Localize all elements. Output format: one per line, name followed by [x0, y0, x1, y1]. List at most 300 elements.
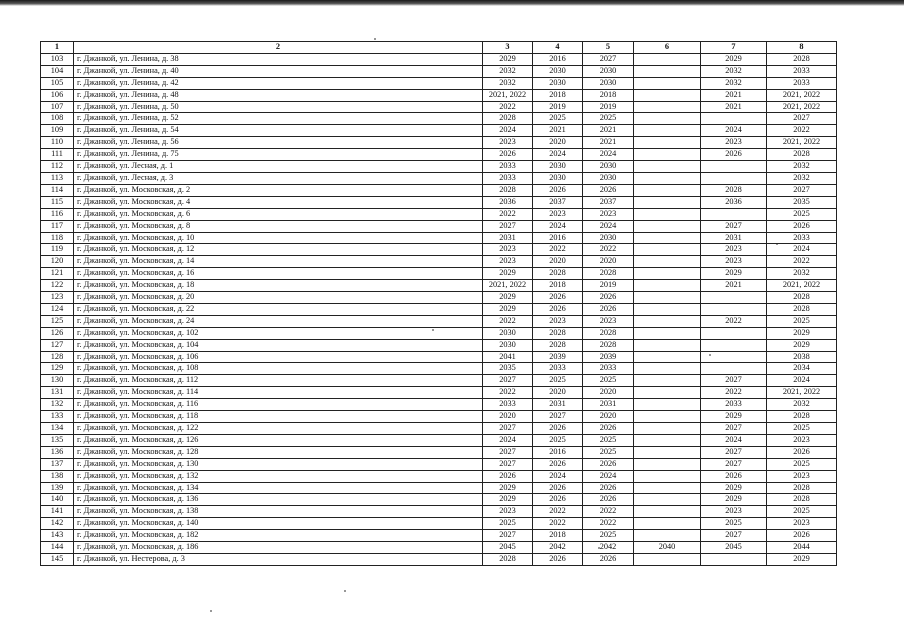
col5-cell: 2028 — [583, 268, 634, 280]
col5-cell: 2030 — [583, 77, 634, 89]
col3-cell: 2027 — [483, 530, 533, 542]
address-cell: г. Джанкой, ул. Ленина, д. 38 — [74, 53, 483, 65]
address-cell: г. Джанкой, ул. Ленина, д. 52 — [74, 113, 483, 125]
col3-cell: 2023 — [483, 256, 533, 268]
col8-cell: 2021, 2022 — [767, 280, 837, 292]
col4-cell: 2026 — [533, 423, 583, 435]
col8-cell: 2025 — [767, 315, 837, 327]
address-cell: г. Джанкой, ул. Нестерова, д. 3 — [74, 553, 483, 565]
col3-cell: 2029 — [483, 53, 533, 65]
col4-cell: 2022 — [533, 518, 583, 530]
col5-cell: 2022 — [583, 506, 634, 518]
address-cell: г. Джанкой, ул. Московская, д. 138 — [74, 506, 483, 518]
col7-cell: 2028 — [701, 184, 767, 196]
col4-cell: 2018 — [533, 530, 583, 542]
col6-cell — [634, 482, 701, 494]
col5-cell: 2024 — [583, 470, 634, 482]
row-number-cell: 140 — [41, 494, 74, 506]
col7-cell: 2021 — [701, 101, 767, 113]
col8-cell: 2027 — [767, 184, 837, 196]
table-row — [41, 446, 837, 458]
table-header — [41, 42, 837, 54]
col5-cell: 2021 — [583, 137, 634, 149]
col7-cell: 2021 — [701, 89, 767, 101]
col4-cell: 2020 — [533, 256, 583, 268]
address-cell: г. Джанкой, ул. Московская, д. 18 — [74, 280, 483, 292]
col6-cell — [634, 327, 701, 339]
col8-cell: 2032 — [767, 161, 837, 173]
col8-cell: 2025 — [767, 423, 837, 435]
col5-cell: 2023 — [583, 208, 634, 220]
col3-cell: 2029 — [483, 482, 533, 494]
table-row — [41, 149, 837, 161]
col8-cell: 2022 — [767, 256, 837, 268]
col5-cell: 2031 — [583, 399, 634, 411]
col5-cell: 2022 — [583, 518, 634, 530]
col6-cell — [634, 351, 701, 363]
address-cell: г. Джанкой, ул. Московская, д. 182 — [74, 530, 483, 542]
row-number-cell: 124 — [41, 303, 74, 315]
col6-cell — [634, 363, 701, 375]
col8-cell: 2028 — [767, 53, 837, 65]
col7-cell: 2032 — [701, 77, 767, 89]
address-cell: г. Джанкой, ул. Московская, д. 10 — [74, 232, 483, 244]
row-number-cell: 135 — [41, 434, 74, 446]
col5-cell: 2030 — [583, 65, 634, 77]
col6-cell — [634, 89, 701, 101]
col5-cell: 2030 — [583, 161, 634, 173]
col6-cell — [634, 77, 701, 89]
col6-cell — [634, 125, 701, 137]
table-row — [41, 220, 837, 232]
row-number-cell: 104 — [41, 65, 74, 77]
address-cell: г. Джанкой, ул. Московская, д. 118 — [74, 411, 483, 423]
table-row — [41, 411, 837, 423]
table-row — [41, 387, 837, 399]
col5-cell: 2020 — [583, 387, 634, 399]
col4-cell: 2028 — [533, 268, 583, 280]
col6-cell — [634, 303, 701, 315]
col5-cell: 2026 — [583, 292, 634, 304]
col4-cell: 2039 — [533, 351, 583, 363]
col6-cell — [634, 53, 701, 65]
header-cell: 4 — [533, 42, 583, 54]
header-cell: 3 — [483, 42, 533, 54]
col4-cell: 2020 — [533, 137, 583, 149]
col7-cell: 2029 — [701, 411, 767, 423]
col3-cell: 2028 — [483, 113, 533, 125]
col5-cell: 2019 — [583, 280, 634, 292]
table-row — [41, 256, 837, 268]
row-number-cell: 112 — [41, 161, 74, 173]
table-row — [41, 458, 837, 470]
col5-cell: 2026 — [583, 482, 634, 494]
table-row — [41, 399, 837, 411]
col8-cell: 2028 — [767, 482, 837, 494]
col8-cell: 2028 — [767, 303, 837, 315]
col3-cell: 2027 — [483, 220, 533, 232]
row-number-cell: 127 — [41, 339, 74, 351]
col5-cell: 2027 — [583, 53, 634, 65]
row-number-cell: 145 — [41, 553, 74, 565]
col5-cell: 2025 — [583, 375, 634, 387]
col7-cell — [701, 208, 767, 220]
col7-cell: 2029 — [701, 482, 767, 494]
col3-cell: 2028 — [483, 184, 533, 196]
col3-cell: 2020 — [483, 411, 533, 423]
table-row — [41, 292, 837, 304]
row-number-cell: 134 — [41, 423, 74, 435]
col7-cell: 2027 — [701, 375, 767, 387]
address-cell: г. Джанкой, ул. Лесная, д. 1 — [74, 161, 483, 173]
row-number-cell: 136 — [41, 446, 74, 458]
col8-cell: 2033 — [767, 77, 837, 89]
col3-cell: 2032 — [483, 65, 533, 77]
col7-cell — [701, 292, 767, 304]
address-cell: г. Джанкой, ул. Московская, д. 14 — [74, 256, 483, 268]
row-number-cell: 142 — [41, 518, 74, 530]
col4-cell: 2026 — [533, 303, 583, 315]
row-number-cell: 105 — [41, 77, 74, 89]
col6-cell — [634, 434, 701, 446]
col8-cell: 2028 — [767, 494, 837, 506]
col6-cell — [634, 530, 701, 542]
col3-cell: 2022 — [483, 208, 533, 220]
col7-cell: 2027 — [701, 423, 767, 435]
col5-cell: 2019 — [583, 101, 634, 113]
col6-cell — [634, 339, 701, 351]
col5-cell: 2024 — [583, 220, 634, 232]
row-number-cell: 128 — [41, 351, 74, 363]
table-row — [41, 137, 837, 149]
col3-cell: 2031 — [483, 232, 533, 244]
col7-cell: 2029 — [701, 268, 767, 280]
row-number-cell: 138 — [41, 470, 74, 482]
table-row — [41, 375, 837, 387]
col7-cell — [701, 113, 767, 125]
col3-cell: 2033 — [483, 172, 533, 184]
table-row — [41, 184, 837, 196]
col6-cell — [634, 494, 701, 506]
address-cell: г. Джанкой, ул. Ленина, д. 75 — [74, 149, 483, 161]
col4-cell: 2018 — [533, 280, 583, 292]
address-cell: г. Джанкой, ул. Ленина, д. 42 — [74, 77, 483, 89]
col6-cell — [634, 470, 701, 482]
table-row — [41, 553, 837, 565]
table-row — [41, 161, 837, 173]
col6-cell — [634, 387, 701, 399]
col5-cell: 2025 — [583, 446, 634, 458]
col7-cell: 2027 — [701, 530, 767, 542]
col5-cell: 2030 — [583, 232, 634, 244]
col5-cell: 2025 — [583, 113, 634, 125]
col5-cell: 2022 — [583, 244, 634, 256]
table-row — [41, 89, 837, 101]
col3-cell: 2023 — [483, 244, 533, 256]
col8-cell: 2021, 2022 — [767, 101, 837, 113]
col8-cell: 2021, 2022 — [767, 89, 837, 101]
col8-cell: 2038 — [767, 351, 837, 363]
col7-cell: 2023 — [701, 506, 767, 518]
address-cell: г. Джанкой, ул. Московская, д. 116 — [74, 399, 483, 411]
col8-cell: 2026 — [767, 446, 837, 458]
col5-cell: 2039 — [583, 351, 634, 363]
address-cell: г. Джанкой, ул. Московская, д. 8 — [74, 220, 483, 232]
col6-cell — [634, 315, 701, 327]
header-cell: 8 — [767, 42, 837, 54]
address-cell: г. Джанкой, ул. Московская, д. 134 — [74, 482, 483, 494]
table-row — [41, 327, 837, 339]
row-number-cell: 131 — [41, 387, 74, 399]
col4-cell: 2025 — [533, 113, 583, 125]
col4-cell: 2026 — [533, 292, 583, 304]
row-number-cell: 133 — [41, 411, 74, 423]
col3-cell: 2025 — [483, 518, 533, 530]
col8-cell: 2044 — [767, 542, 837, 554]
header-row — [41, 42, 837, 54]
col8-cell: 2024 — [767, 375, 837, 387]
table-row — [41, 196, 837, 208]
col7-cell: 2033 — [701, 399, 767, 411]
data-table — [40, 41, 837, 566]
col4-cell: 2030 — [533, 172, 583, 184]
address-cell: г. Джанкой, ул. Московская, д. 22 — [74, 303, 483, 315]
col4-cell: 2028 — [533, 339, 583, 351]
row-number-cell: 121 — [41, 268, 74, 280]
col7-cell — [701, 303, 767, 315]
address-cell: г. Джанкой, ул. Московская, д. 4 — [74, 196, 483, 208]
col5-cell: 2020 — [583, 411, 634, 423]
table-row — [41, 542, 837, 554]
col6-cell — [634, 399, 701, 411]
table-row — [41, 494, 837, 506]
col3-cell: 2027 — [483, 375, 533, 387]
row-number-cell: 107 — [41, 101, 74, 113]
col8-cell: 2022 — [767, 125, 837, 137]
col7-cell: 2026 — [701, 470, 767, 482]
address-cell: г. Джанкой, ул. Московская, д. 20 — [74, 292, 483, 304]
col5-cell: 2026 — [583, 494, 634, 506]
col7-cell — [701, 339, 767, 351]
col4-cell: 2025 — [533, 434, 583, 446]
col3-cell: 2032 — [483, 77, 533, 89]
row-number-cell: 130 — [41, 375, 74, 387]
col8-cell: 2027 — [767, 113, 837, 125]
table-row — [41, 518, 837, 530]
col7-cell: 2025 — [701, 518, 767, 530]
col8-cell: 2025 — [767, 458, 837, 470]
col5-cell: 2026 — [583, 458, 634, 470]
col4-cell: 2020 — [533, 387, 583, 399]
col7-cell: 2032 — [701, 65, 767, 77]
col4-cell: 2016 — [533, 232, 583, 244]
col6-cell — [634, 196, 701, 208]
col8-cell: 2026 — [767, 220, 837, 232]
table-row — [41, 423, 837, 435]
row-number-cell: 143 — [41, 530, 74, 542]
col8-cell: 2025 — [767, 208, 837, 220]
col7-cell — [701, 172, 767, 184]
col8-cell: 2029 — [767, 339, 837, 351]
address-cell: г. Джанкой, ул. Московская, д. 112 — [74, 375, 483, 387]
table-row — [41, 268, 837, 280]
col6-cell — [634, 137, 701, 149]
row-number-cell: 110 — [41, 137, 74, 149]
address-cell: г. Джанкой, ул. Московская, д. 114 — [74, 387, 483, 399]
col3-cell: 2021, 2022 — [483, 89, 533, 101]
table-row — [41, 530, 837, 542]
address-cell: г. Джанкой, ул. Московская, д. 16 — [74, 268, 483, 280]
col5-cell: 2020 — [583, 256, 634, 268]
address-cell: г. Джанкой, ул. Московская, д. 140 — [74, 518, 483, 530]
col7-cell — [701, 327, 767, 339]
col7-cell — [701, 553, 767, 565]
col8-cell: 2023 — [767, 434, 837, 446]
col3-cell: 2026 — [483, 149, 533, 161]
col3-cell: 2022 — [483, 101, 533, 113]
col7-cell — [701, 363, 767, 375]
col6-cell — [634, 161, 701, 173]
scan-speck — [374, 38, 376, 40]
col7-cell: 2026 — [701, 149, 767, 161]
address-cell: г. Джанкой, ул. Ленина, д. 40 — [74, 65, 483, 77]
col3-cell: 2033 — [483, 161, 533, 173]
col5-cell: 2025 — [583, 530, 634, 542]
col4-cell: 2042 — [533, 542, 583, 554]
col4-cell: 2016 — [533, 53, 583, 65]
col7-cell: 2029 — [701, 53, 767, 65]
col7-cell — [701, 161, 767, 173]
address-cell: г. Джанкой, ул. Московская, д. 12 — [74, 244, 483, 256]
table-row — [41, 351, 837, 363]
col3-cell: 2023 — [483, 137, 533, 149]
col5-cell: 2042 — [583, 542, 634, 554]
col7-cell: 2022 — [701, 315, 767, 327]
col8-cell: 2021, 2022 — [767, 137, 837, 149]
col3-cell: 2029 — [483, 292, 533, 304]
col6-cell — [634, 518, 701, 530]
address-cell: г. Джанкой, ул. Ленина, д. 50 — [74, 101, 483, 113]
table-row — [41, 125, 837, 137]
row-number-cell: 111 — [41, 149, 74, 161]
col4-cell: 2023 — [533, 315, 583, 327]
col8-cell: 2026 — [767, 530, 837, 542]
address-cell: г. Джанкой, ул. Ленина, д. 56 — [74, 137, 483, 149]
col6-cell — [634, 292, 701, 304]
col3-cell: 2026 — [483, 470, 533, 482]
col5-cell: 2026 — [583, 553, 634, 565]
col6-cell — [634, 423, 701, 435]
col5-cell: 2025 — [583, 434, 634, 446]
col5-cell: 2018 — [583, 89, 634, 101]
col4-cell: 2024 — [533, 220, 583, 232]
col3-cell: 2029 — [483, 494, 533, 506]
col8-cell: 2023 — [767, 518, 837, 530]
address-cell: г. Джанкой, ул. Ленина, д. 54 — [74, 125, 483, 137]
row-number-cell: 113 — [41, 172, 74, 184]
col8-cell: 2033 — [767, 65, 837, 77]
col4-cell: 2030 — [533, 65, 583, 77]
address-cell: г. Джанкой, ул. Московская, д. 104 — [74, 339, 483, 351]
col3-cell: 2045 — [483, 542, 533, 554]
scan-speck — [210, 610, 212, 612]
col6-cell — [634, 446, 701, 458]
table-row — [41, 232, 837, 244]
table-row — [41, 208, 837, 220]
col8-cell: 2034 — [767, 363, 837, 375]
address-cell: г. Джанкой, ул. Московская, д. 126 — [74, 434, 483, 446]
row-number-cell: 141 — [41, 506, 74, 518]
col4-cell: 2026 — [533, 482, 583, 494]
col3-cell: 2029 — [483, 268, 533, 280]
col5-cell: 2024 — [583, 149, 634, 161]
col5-cell: 2026 — [583, 423, 634, 435]
col6-cell — [634, 375, 701, 387]
col4-cell: 2030 — [533, 161, 583, 173]
col7-cell: 2027 — [701, 446, 767, 458]
col7-cell: 2023 — [701, 256, 767, 268]
col4-cell: 2025 — [533, 375, 583, 387]
col7-cell: 2024 — [701, 434, 767, 446]
col7-cell — [701, 351, 767, 363]
col5-cell: 2026 — [583, 184, 634, 196]
col8-cell: 2032 — [767, 172, 837, 184]
col4-cell: 2028 — [533, 327, 583, 339]
address-cell: г. Джанкой, ул. Московская, д. 24 — [74, 315, 483, 327]
col3-cell: 2021, 2022 — [483, 280, 533, 292]
scan-speck — [344, 590, 346, 592]
table-row — [41, 506, 837, 518]
col8-cell: 2028 — [767, 149, 837, 161]
address-cell: г. Джанкой, ул. Московская, д. 2 — [74, 184, 483, 196]
col6-cell — [634, 506, 701, 518]
table-row — [41, 280, 837, 292]
table-row — [41, 315, 837, 327]
col6-cell — [634, 553, 701, 565]
header-cell: 2 — [74, 42, 483, 54]
col3-cell: 2027 — [483, 423, 533, 435]
col4-cell: 2024 — [533, 470, 583, 482]
col8-cell: 2028 — [767, 292, 837, 304]
col4-cell: 2037 — [533, 196, 583, 208]
col7-cell: 2027 — [701, 458, 767, 470]
col5-cell: 2037 — [583, 196, 634, 208]
col4-cell: 2022 — [533, 506, 583, 518]
col7-cell: 2031 — [701, 232, 767, 244]
row-number-cell: 119 — [41, 244, 74, 256]
col8-cell: 2032 — [767, 268, 837, 280]
col4-cell: 2018 — [533, 89, 583, 101]
col8-cell: 2032 — [767, 399, 837, 411]
col8-cell: 2029 — [767, 553, 837, 565]
col4-cell: 2027 — [533, 411, 583, 423]
row-number-cell: 120 — [41, 256, 74, 268]
row-number-cell: 132 — [41, 399, 74, 411]
col7-cell: 2023 — [701, 244, 767, 256]
col5-cell: 2033 — [583, 363, 634, 375]
col4-cell: 2026 — [533, 458, 583, 470]
col4-cell: 2031 — [533, 399, 583, 411]
address-cell: г. Джанкой, ул. Московская, д. 106 — [74, 351, 483, 363]
col8-cell: 2029 — [767, 327, 837, 339]
col3-cell: 2027 — [483, 446, 533, 458]
header-cell: 7 — [701, 42, 767, 54]
col3-cell: 2028 — [483, 553, 533, 565]
row-number-cell: 137 — [41, 458, 74, 470]
row-number-cell: 114 — [41, 184, 74, 196]
col6-cell — [634, 256, 701, 268]
col3-cell: 2041 — [483, 351, 533, 363]
